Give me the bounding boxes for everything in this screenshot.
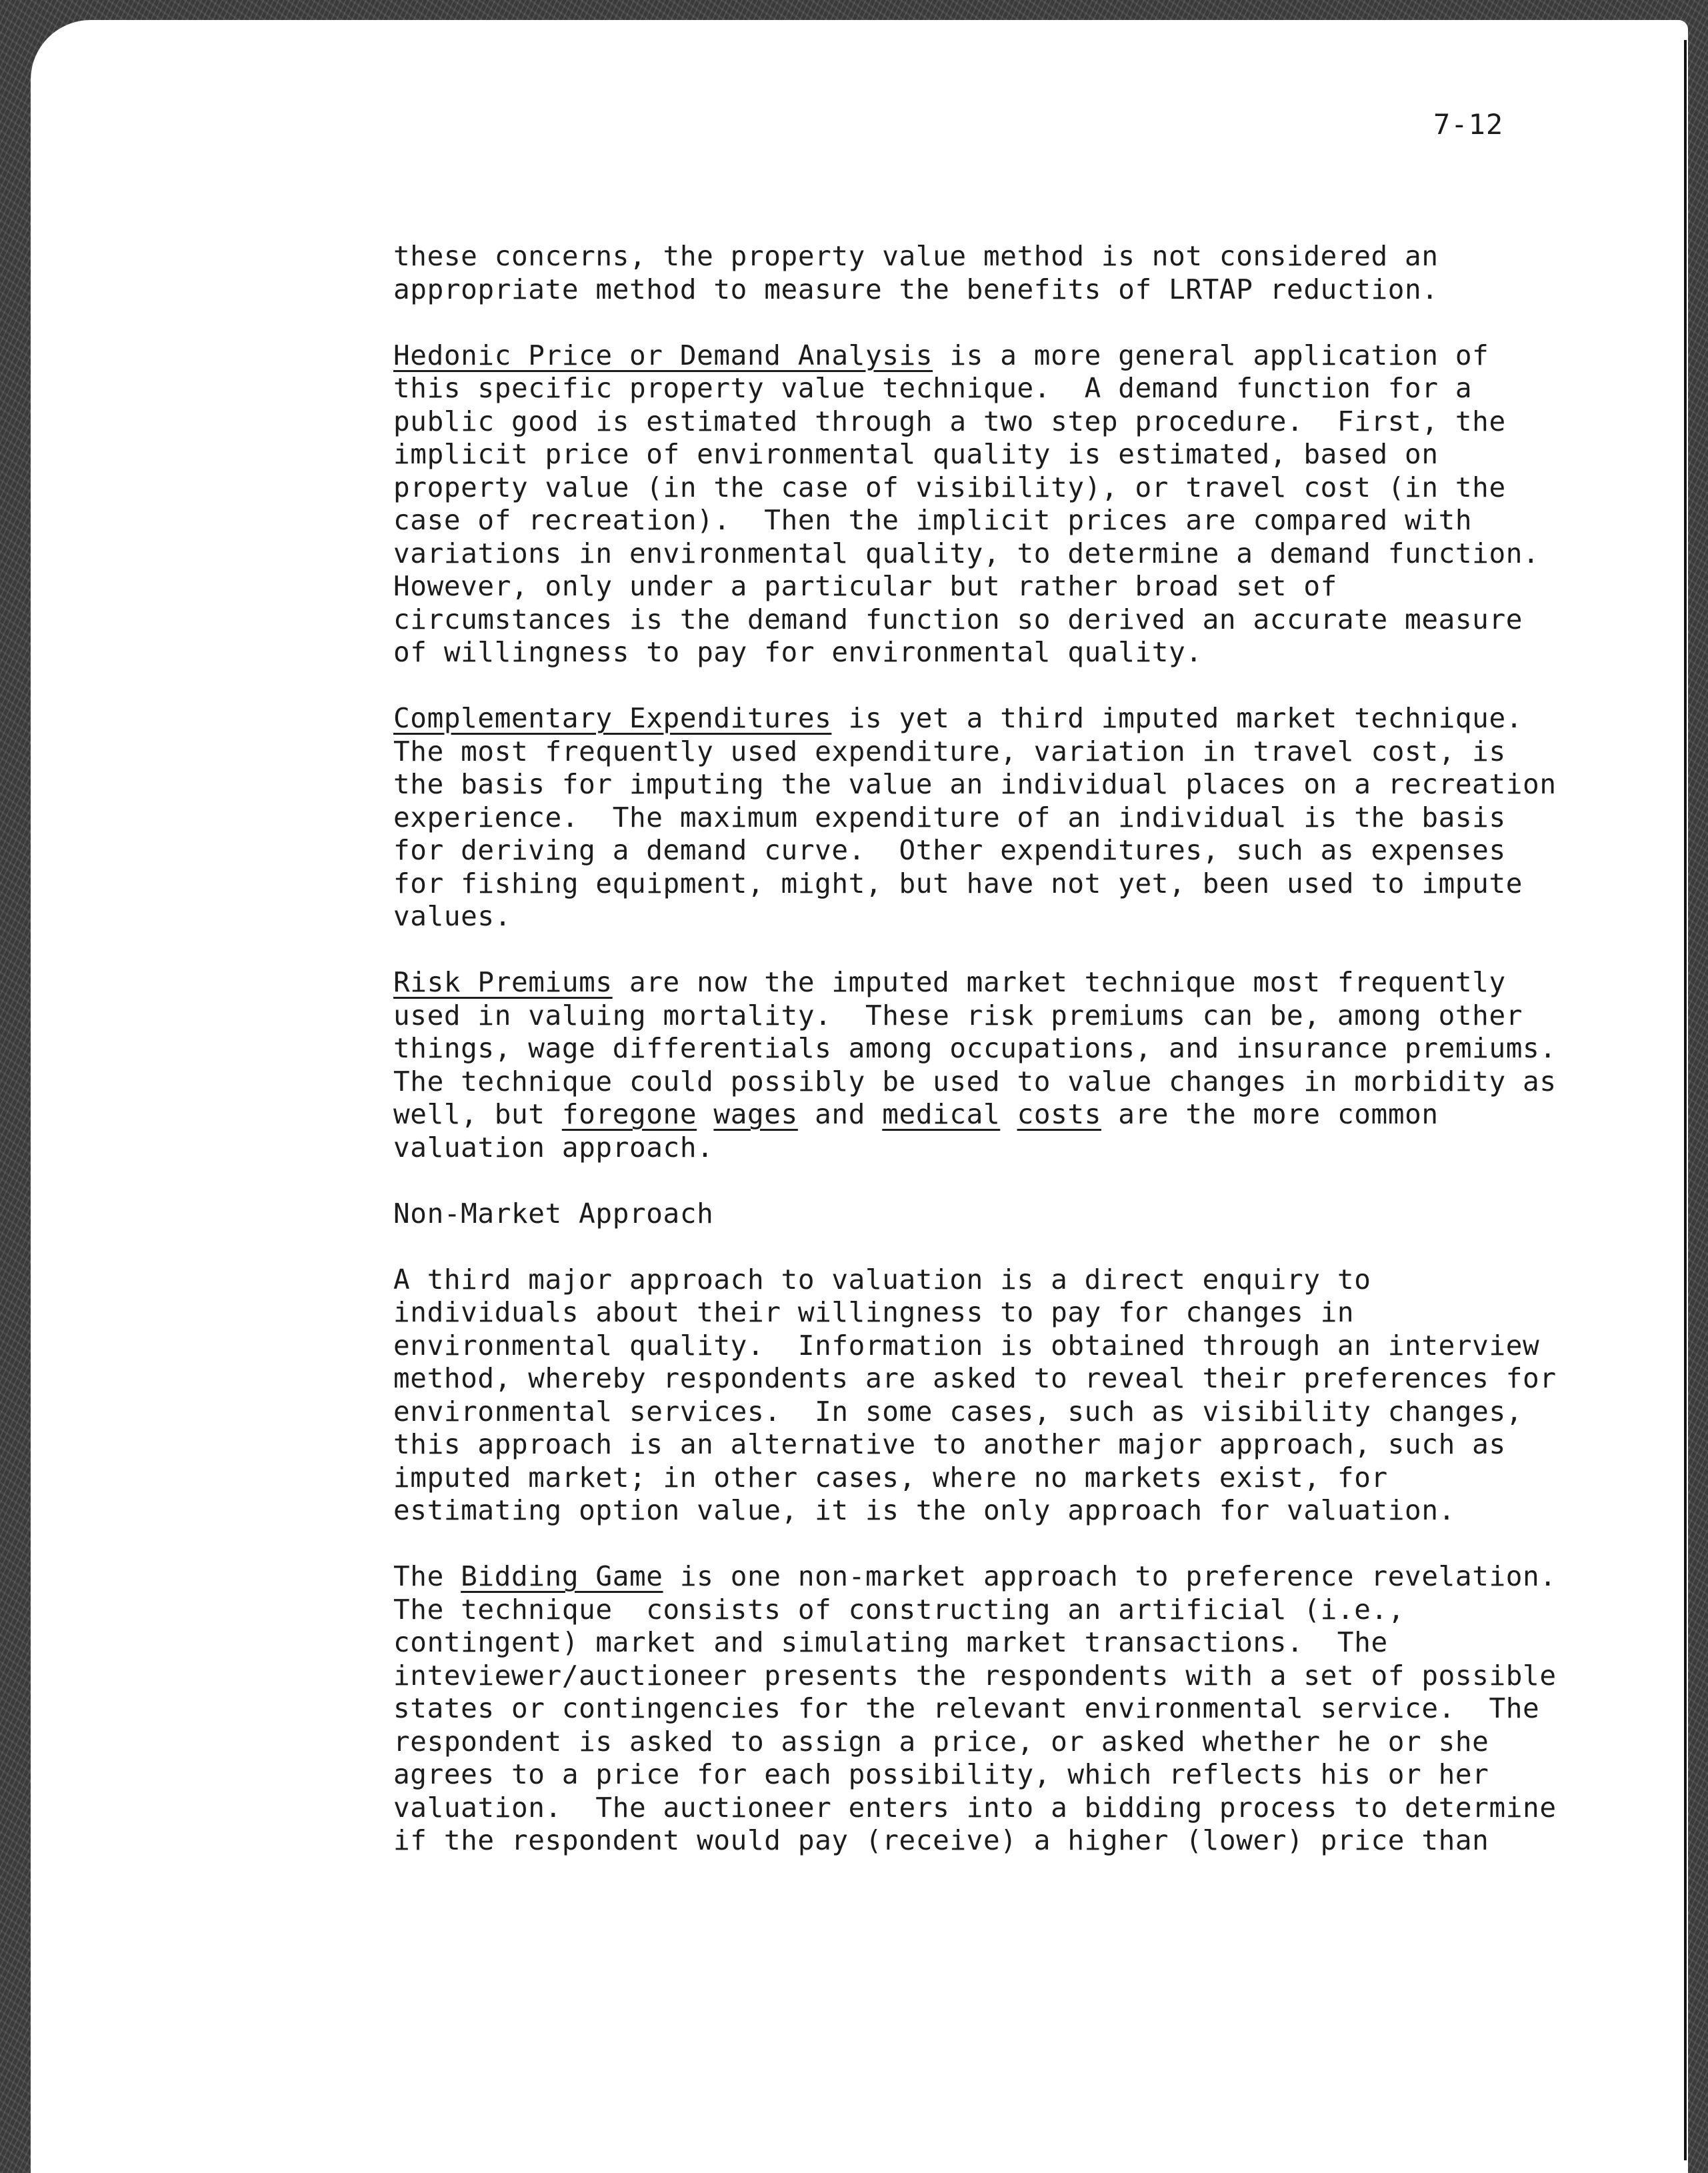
text-segment: are now the imputed market technique most frequently: [612, 966, 1506, 998]
text-line: [393, 1560, 1567, 1594]
text-line: [393, 1692, 1567, 1726]
text-segment: Non-Market Approach: [393, 1197, 714, 1230]
paragraph: [393, 702, 1567, 933]
text-line: [393, 1032, 1567, 1065]
text-line: [393, 768, 1567, 801]
text-line: [393, 471, 1567, 505]
underlined-term: foregone: [561, 1098, 697, 1130]
text-line: [393, 1626, 1567, 1660]
text-segment: [1000, 1098, 1017, 1130]
text-line: [393, 1264, 1567, 1297]
page-edge-line: [1684, 40, 1687, 2160]
text-line: [393, 966, 1567, 999]
text-segment: is one non-market approach to preference revelation.: [663, 1560, 1557, 1592]
text-segment: values.: [393, 900, 511, 932]
text-segment: the basis for imputing the value an individual places on a recreation: [393, 768, 1557, 800]
text-segment: things, wage differentials among occupations, and insurance premiums.: [393, 1032, 1557, 1064]
text-line: [393, 735, 1567, 769]
underlined-term: Risk Premiums: [393, 966, 613, 998]
text-segment: is yet a third imputed market technique.: [831, 702, 1523, 734]
text-segment: valuation. The auctioneer enters into a bidding process to determine: [393, 1791, 1557, 1824]
document-body: [393, 240, 1567, 1858]
text-line: [393, 1594, 1567, 1627]
text-segment: environmental services. In some cases, such as visibility changes,: [393, 1395, 1523, 1428]
text-segment: if the respondent would pay (receive) a higher (lower) price than: [393, 1824, 1489, 1856]
text-segment: A third major approach to valuation is a direct enquiry to: [393, 1263, 1371, 1296]
text-segment: valuation approach.: [393, 1131, 714, 1164]
text-segment: estimating option value, it is the only approach for valuation.: [393, 1494, 1455, 1526]
text-segment: The most frequently used expenditure, variation in travel cost, is: [393, 735, 1506, 767]
text-segment: property value (in the case of visibility), or travel cost (in the: [393, 471, 1506, 503]
text-line: [393, 1462, 1567, 1495]
text-line: [393, 1132, 1567, 1165]
text-segment: this approach is an alternative to another major approach, such as: [393, 1428, 1506, 1460]
text-line: [393, 1792, 1567, 1825]
underlined-term: Bidding Game: [461, 1560, 663, 1592]
paragraph: [393, 1560, 1567, 1858]
text-segment: is a more general application of: [933, 339, 1489, 371]
text-segment: this specific property value technique. A demand function for a: [393, 372, 1473, 404]
text-line: [393, 636, 1567, 669]
text-line: [393, 999, 1567, 1033]
text-line: [393, 273, 1567, 307]
underlined-term: wages: [713, 1098, 798, 1130]
text-line: [393, 702, 1567, 735]
text-line: [393, 1098, 1567, 1132]
text-segment: [697, 1098, 713, 1130]
text-segment: for fishing equipment, might, but have not yet, been used to impute: [393, 867, 1523, 899]
text-segment: agrees to a price for each possibility, which reflects his or her: [393, 1758, 1489, 1790]
text-line: [393, 504, 1567, 537]
text-segment: case of recreation). Then the implicit prices are compared with: [393, 504, 1473, 536]
text-segment: imputed market; in other cases, where no markets exist, for: [393, 1461, 1388, 1494]
text-segment: variations in environmental quality, to determine a demand function.: [393, 537, 1540, 569]
text-segment: individuals about their willingness to pay for changes in: [393, 1296, 1355, 1328]
text-segment: implicit price of environmental quality is estimated, based on: [393, 438, 1439, 470]
text-line: [393, 1824, 1567, 1858]
text-line: [393, 537, 1567, 571]
text-segment: appropriate method to measure the benefits of LRTAP reduction.: [393, 273, 1439, 305]
text-segment: of willingness to pay for environmental quality.: [393, 636, 1203, 668]
underlined-term: Complementary Expenditures: [393, 702, 832, 734]
text-line: [393, 1065, 1567, 1099]
text-segment: public good is estimated through a two step procedure. First, the: [393, 405, 1506, 437]
text-line: [393, 603, 1567, 637]
text-segment: and: [797, 1098, 883, 1130]
section-heading: [393, 1198, 1567, 1231]
text-segment: well, but: [393, 1098, 562, 1130]
underlined-term: Hedonic Price or Demand Analysis: [393, 339, 933, 371]
text-line: [393, 570, 1567, 603]
text-segment: respondent is asked to assign a price, or asked whether he or she: [393, 1725, 1489, 1758]
text-line: [393, 1726, 1567, 1759]
text-line: [393, 900, 1567, 933]
text-line: [393, 1296, 1567, 1330]
text-segment: are the more common: [1101, 1098, 1439, 1130]
text-line: [393, 1330, 1567, 1363]
paragraph: [393, 240, 1567, 306]
text-line: [393, 1494, 1567, 1528]
text-segment: these concerns, the property value method is not considered an: [393, 240, 1439, 272]
text-segment: method, whereby respondents are asked to reveal their preferences for: [393, 1362, 1557, 1394]
text-line: [393, 1428, 1567, 1462]
text-segment: contingent) market and simulating market transactions. The: [393, 1626, 1388, 1658]
text-segment: experience. The maximum expenditure of an individual is the basis: [393, 801, 1506, 833]
text-line: [393, 405, 1567, 439]
underlined-term: costs: [1017, 1098, 1101, 1130]
text-line: [393, 1660, 1567, 1693]
text-line: [393, 867, 1567, 901]
text-segment: circumstances is the demand function so derived an accurate measure: [393, 603, 1523, 635]
paragraph: [393, 966, 1567, 1164]
text-line: [393, 372, 1567, 405]
text-line: [393, 801, 1567, 835]
paragraph: [393, 1264, 1567, 1528]
text-line: [393, 1198, 1567, 1231]
text-segment: environmental quality. Information is obtained through an interview: [393, 1329, 1540, 1362]
text-line: [393, 240, 1567, 273]
text-segment: for deriving a demand curve. Other expenditures, such as expenses: [393, 834, 1506, 866]
text-line: [393, 339, 1567, 373]
text-segment: inteviewer/auctioneer presents the respondents with a set of possible: [393, 1659, 1557, 1692]
text-line: [393, 834, 1567, 867]
text-line: [393, 1758, 1567, 1792]
text-line: [393, 438, 1567, 471]
paragraph: [393, 339, 1567, 669]
page-number: 7-12: [1433, 108, 1504, 141]
underlined-term: medical: [882, 1098, 1001, 1130]
text-segment: The technique consists of constructing an artificial (i.e.,: [393, 1593, 1405, 1626]
text-line: [393, 1396, 1567, 1429]
text-segment: The: [393, 1560, 461, 1592]
text-line: [393, 1362, 1567, 1396]
text-segment: used in valuing mortality. These risk premiums can be, among other: [393, 999, 1523, 1031]
text-segment: However, only under a particular but rather broad set of: [393, 570, 1337, 602]
text-segment: The technique could possibly be used to value changes in morbidity as: [393, 1065, 1557, 1098]
text-segment: states or contingencies for the relevant environmental service. The: [393, 1692, 1540, 1724]
